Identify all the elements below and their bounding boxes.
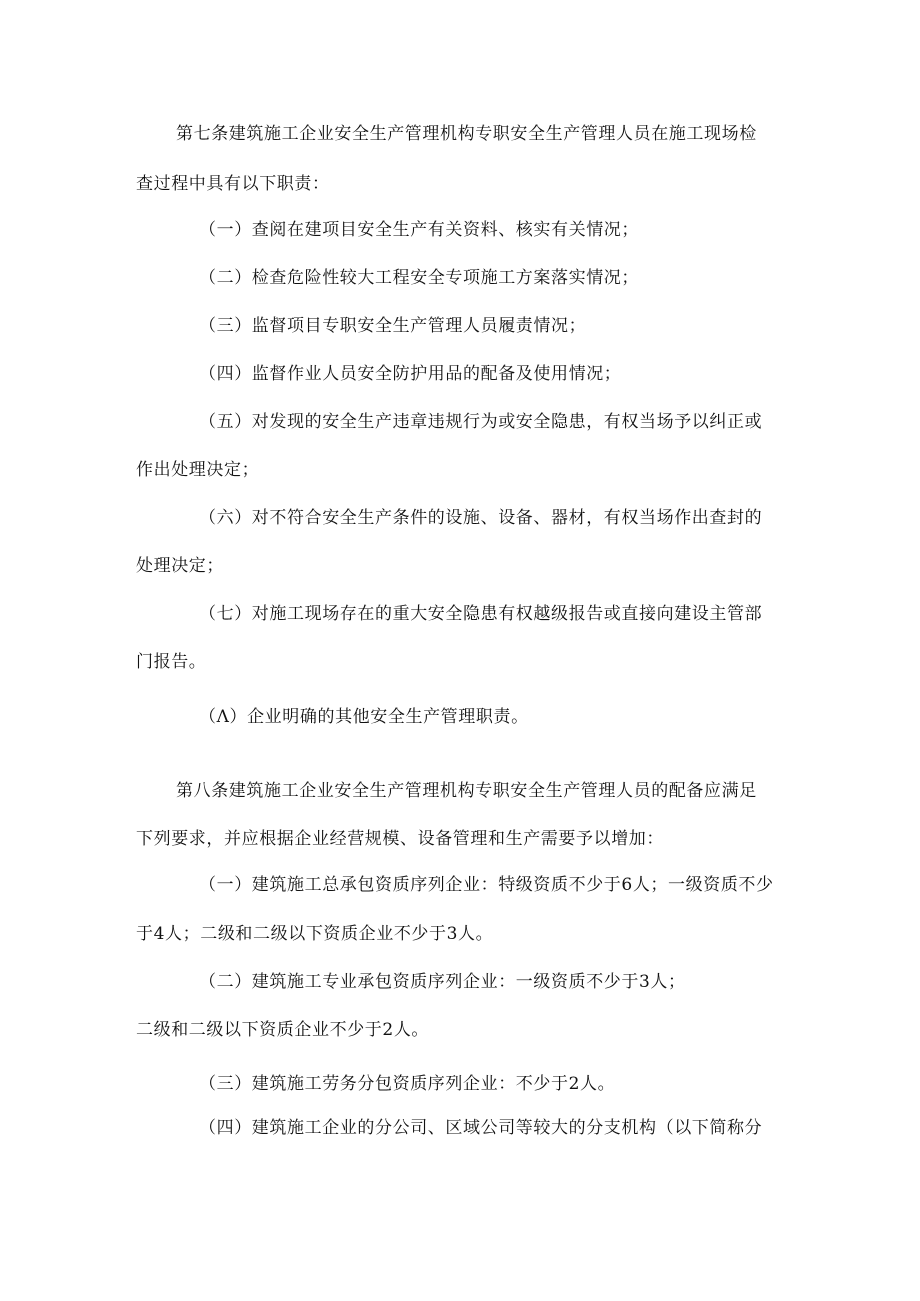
article7-item6-line2: 处理决定；	[136, 556, 224, 576]
article7-item6-line1: （六）对不符合安全生产条件的设施、设备、器材，有权当场作出查封的	[199, 508, 763, 528]
article8-intro-line2: 下列要求，并应根据企业经营规模、设备管理和生产需要予以增加：	[136, 829, 664, 849]
article7-item2: （二）检查危险性较大工程安全专项施工方案落实情况；	[199, 268, 639, 288]
article7-item3: （三）监督项目专职安全生产管理人员履责情况；	[199, 316, 587, 336]
article8-item4-line1: （四）建筑施工企业的分公司、区域公司等较大的分支机构（以下简称分	[199, 1118, 763, 1138]
article8-item1-line2: 于4人；二级和二级以下资质企业不少于3人。	[136, 924, 494, 944]
article7-item4: （四）监督作业人员安全防护用品的配备及使用情况；	[199, 364, 622, 384]
article7-intro-line2: 查过程中具有以下职责：	[136, 174, 330, 194]
article8-intro-line1: 第八条建筑施工企业安全生产管理机构专职安全生产管理人员的配备应满足	[176, 781, 757, 801]
article8-item2-line1: （二）建筑施工专业承包资质序列企业：一级资质不少于3人；	[199, 972, 686, 992]
article7-item7-line2: 门报告。	[136, 652, 207, 672]
article8-item2-line2: 二级和二级以下资质企业不少于2人。	[136, 1020, 430, 1040]
article7-item5-line1: （五）对发现的安全生产违章违规行为或安全隐患，有权当场予以纠正或	[199, 412, 763, 432]
article7-item1: （一）查阅在建项目安全生产有关资料、核实有关情况；	[199, 220, 639, 240]
article7-item5-line2: 作出处理决定；	[136, 460, 260, 480]
article8-item3: （三）建筑施工劳务分包资质序列企业：不少于2人。	[199, 1074, 616, 1094]
article7-item7-line1: （七）对施工现场存在的重大安全隐患有权越级报告或直接向建设主管部	[199, 604, 763, 624]
article8-item1-line1: （一）建筑施工总承包资质序列企业：特级资质不少于6人；一级资质不少	[199, 875, 774, 895]
article7-intro-line1: 第七条建筑施工企业安全生产管理机构专职安全生产管理人员在施工现场检	[176, 124, 757, 144]
article7-item8: （Λ）企业明确的其他安全生产管理职责。	[199, 707, 529, 727]
